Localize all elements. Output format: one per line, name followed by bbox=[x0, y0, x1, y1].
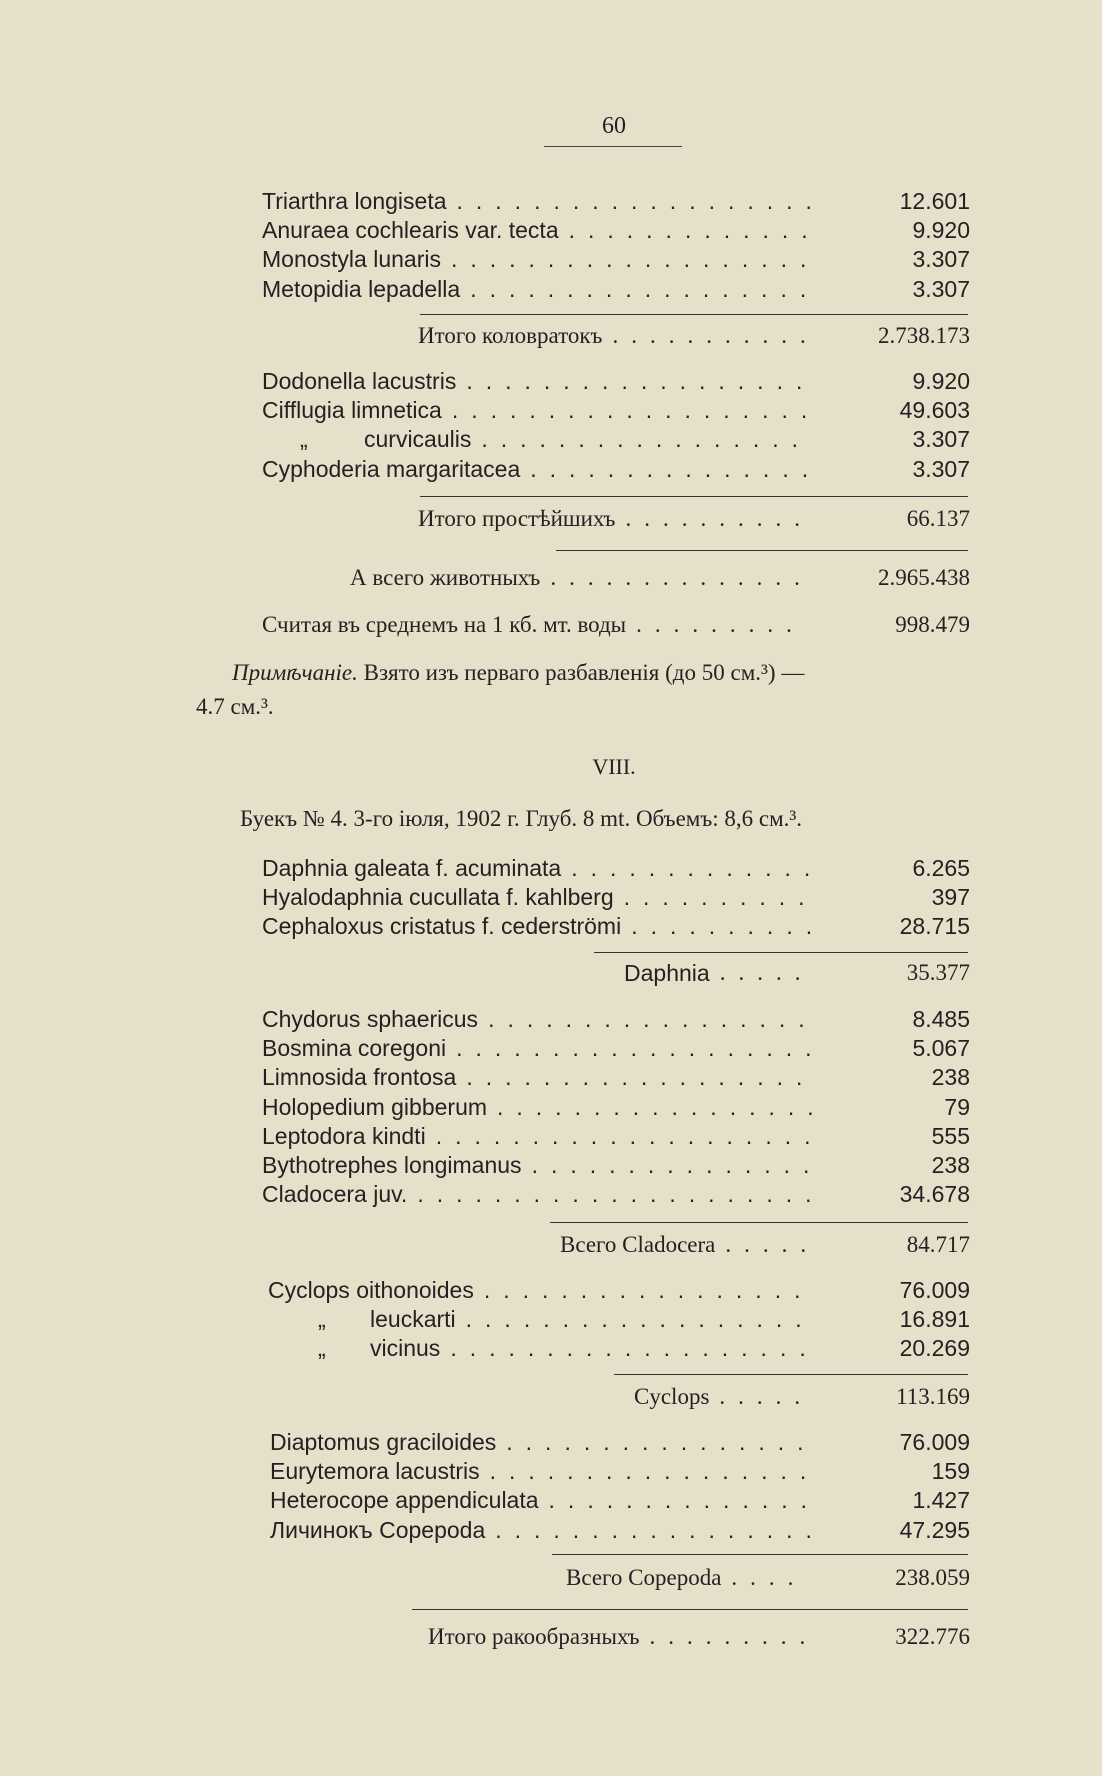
leader-dots: ................. bbox=[481, 426, 812, 453]
subtotal-value: 35.377 bbox=[906, 960, 970, 985]
note-prefix: Примѣчаніе. bbox=[232, 660, 358, 685]
leader-dots: .................. bbox=[465, 1306, 815, 1333]
daphnia-list bbox=[0, 855, 1102, 943]
leader-dots: ................... bbox=[451, 397, 821, 424]
leader-dots: ................... bbox=[456, 1035, 825, 1062]
ditto-mark: „ bbox=[318, 1306, 326, 1333]
species-name: Holopedium gibberum bbox=[262, 1093, 488, 1120]
count-value: 397 bbox=[931, 884, 970, 911]
leader-dots: ..................... bbox=[417, 1181, 825, 1208]
subtotal-label: Cyclops bbox=[634, 1384, 710, 1409]
count-value: 76.009 bbox=[899, 1277, 970, 1303]
species-name: Triarthra longiseta bbox=[262, 188, 447, 214]
species-name: Dodonella lacustris bbox=[262, 368, 457, 394]
subtotal-value: 84.717 bbox=[906, 1232, 970, 1257]
leader-dots: .......... bbox=[631, 913, 826, 940]
list-item bbox=[0, 1006, 1102, 1035]
count-value: 20.269 bbox=[899, 1335, 970, 1362]
leader-dots: ................. bbox=[488, 1006, 818, 1032]
list-item bbox=[0, 246, 1102, 275]
species-name: Hyalodaphnia cucullata f. kahlberg bbox=[262, 884, 614, 911]
leader-dots: .................. bbox=[466, 1064, 816, 1091]
species-name: Cifflugia limnetica bbox=[262, 397, 442, 424]
leader-dots: ................... bbox=[450, 1335, 819, 1362]
note-line bbox=[232, 660, 804, 686]
leader-dots: .................. bbox=[466, 368, 816, 394]
leader-dots: .................. bbox=[470, 275, 820, 302]
leader-dots: ............... bbox=[530, 455, 822, 482]
leader-dots: .............. bbox=[550, 565, 813, 590]
leader-dots: ................. bbox=[489, 1458, 820, 1485]
count-value: 238 bbox=[931, 1064, 970, 1091]
leader-dots: ..... bbox=[719, 1384, 814, 1409]
count-value: 8.485 bbox=[912, 1006, 970, 1032]
list-item bbox=[0, 1123, 1102, 1152]
count-value: 3.307 bbox=[912, 246, 970, 273]
leader-dots: ................. bbox=[495, 1516, 825, 1543]
ditto-mark: „ bbox=[300, 426, 308, 453]
leader-dots: ............... bbox=[531, 1151, 823, 1178]
average-label: Считая въ среднемъ на 1 кб. мт. воды bbox=[262, 612, 627, 637]
species-name: Cephaloxus cristatus f. cederströmi bbox=[262, 913, 622, 940]
list-item bbox=[0, 1517, 1102, 1546]
list-item bbox=[0, 368, 1102, 397]
leader-dots: .................... bbox=[435, 1122, 824, 1149]
crustacea-total-rule bbox=[412, 1609, 968, 1610]
protozoa-list bbox=[0, 368, 1102, 485]
leader-dots: ............. bbox=[568, 217, 821, 244]
species-name: Anuraea cochlearis var. tecta bbox=[262, 217, 559, 244]
species-name: curvicaulis bbox=[364, 426, 472, 453]
subtotal-value: 113.169 bbox=[896, 1384, 970, 1409]
list-item bbox=[0, 1277, 1102, 1306]
leader-dots: ......... bbox=[636, 612, 805, 637]
cladocera-list bbox=[0, 1006, 1102, 1210]
species-name: Heterocope appendiculata bbox=[270, 1487, 539, 1514]
crustacea-total-label: Итого ракообразныхъ bbox=[428, 1624, 640, 1649]
leader-dots: ................... bbox=[456, 188, 825, 214]
list-item bbox=[0, 1035, 1102, 1064]
count-value: 238 bbox=[931, 1151, 970, 1178]
crustacea-total-value: 322.776 bbox=[895, 1624, 970, 1649]
leader-dots: ..... bbox=[725, 1232, 820, 1257]
species-name: Metopidia lepadella bbox=[262, 275, 461, 302]
count-value: 3.307 bbox=[912, 426, 970, 453]
leader-dots: .......... bbox=[623, 884, 818, 911]
count-value: 79 bbox=[944, 1093, 970, 1120]
species-name: Bosmina coregoni bbox=[262, 1035, 447, 1062]
list-item bbox=[0, 1064, 1102, 1093]
subtotal-rule bbox=[420, 496, 968, 497]
list-item bbox=[0, 1094, 1102, 1123]
leader-dots: .............. bbox=[548, 1487, 821, 1514]
list-item bbox=[0, 217, 1102, 246]
page-number-rule bbox=[544, 146, 682, 147]
grand-total-value: 2.965.438 bbox=[878, 565, 970, 590]
leader-dots: .... bbox=[731, 1565, 807, 1590]
average-value: 998.479 bbox=[895, 612, 970, 637]
count-value: 12.601 bbox=[899, 188, 970, 214]
list-item bbox=[0, 188, 1102, 217]
count-value: 49.603 bbox=[899, 397, 970, 424]
leader-dots: ................. bbox=[483, 1277, 814, 1303]
subtotal-rule bbox=[550, 1222, 968, 1223]
species-name: Bythotrephes longimanus bbox=[262, 1151, 522, 1178]
rotifer-list bbox=[0, 188, 1102, 305]
note-continuation: 4.7 см.³. bbox=[196, 694, 274, 719]
ditto-mark: „ bbox=[318, 1335, 326, 1362]
grand-total-rule bbox=[556, 550, 968, 551]
subtotal-rule bbox=[594, 952, 968, 953]
list-item bbox=[0, 1487, 1102, 1516]
cyclops-list bbox=[0, 1277, 1102, 1365]
list-item bbox=[0, 1181, 1102, 1210]
leader-dots: ................. bbox=[497, 1093, 827, 1120]
species-name: Leptodora kindti bbox=[262, 1122, 426, 1149]
count-value: 3.307 bbox=[912, 455, 970, 482]
list-item bbox=[0, 397, 1102, 426]
copepoda-list bbox=[0, 1429, 1102, 1546]
station-header: Буекъ № 4. 3-го іюля, 1902 г. Глуб. 8 mt. Объемъ: 8,6 см.³. bbox=[240, 806, 803, 831]
count-value: 3.307 bbox=[912, 275, 970, 302]
species-name: Limnosida frontosa bbox=[262, 1064, 457, 1091]
count-value: 555 bbox=[931, 1122, 970, 1149]
species-name: Cyphoderia margaritacea bbox=[262, 455, 521, 482]
species-name: Личинокъ Copepoda bbox=[270, 1516, 486, 1543]
note-text: Взято изъ перваго разбавленія (до 50 см.³) — bbox=[363, 660, 805, 685]
subtotal-label: Всего Copepoda bbox=[566, 1565, 722, 1590]
list-item bbox=[0, 913, 1102, 942]
leader-dots: ........... bbox=[612, 323, 819, 348]
leader-dots: ..... bbox=[719, 960, 814, 985]
count-value: 16.891 bbox=[899, 1306, 970, 1333]
species-name: Chydorus sphaericus bbox=[262, 1006, 479, 1032]
page-number: 60 bbox=[602, 113, 626, 139]
subtotal-rule bbox=[614, 1374, 968, 1375]
subtotal-rule bbox=[420, 314, 968, 315]
count-value: 47.295 bbox=[899, 1516, 970, 1543]
list-item bbox=[0, 855, 1102, 884]
leader-dots: ................... bbox=[450, 246, 820, 273]
list-item bbox=[0, 276, 1102, 305]
species-name: leuckarti bbox=[370, 1306, 456, 1333]
leader-dots: ................ bbox=[506, 1429, 817, 1455]
list-item bbox=[0, 456, 1102, 485]
species-name: Monostyla lunaris bbox=[262, 246, 441, 273]
leader-dots: .......... bbox=[625, 506, 813, 531]
leader-dots: ............. bbox=[571, 855, 824, 881]
leader-dots: ......... bbox=[649, 1624, 819, 1649]
count-value: 5.067 bbox=[912, 1035, 970, 1062]
list-item bbox=[0, 1335, 1102, 1364]
subtotal-value: 238.059 bbox=[895, 1565, 970, 1590]
list-item bbox=[0, 1429, 1102, 1458]
list-item bbox=[0, 1152, 1102, 1181]
list-item bbox=[0, 426, 1102, 455]
species-name: Daphnia galeata f. acuminata bbox=[262, 855, 562, 881]
list-item bbox=[0, 1458, 1102, 1487]
count-value: 9.920 bbox=[912, 368, 970, 394]
count-value: 34.678 bbox=[899, 1181, 970, 1208]
list-item bbox=[0, 1306, 1102, 1335]
subtotal-label: Итого коловратокъ bbox=[418, 323, 603, 348]
grand-total-label: А всего животныхъ bbox=[350, 565, 541, 590]
subtotal-value: 66.137 bbox=[906, 506, 970, 531]
species-name: vicinus bbox=[370, 1335, 441, 1362]
count-value: 159 bbox=[931, 1458, 970, 1485]
section-numeral: VIII. bbox=[592, 754, 636, 779]
species-name: Diaptomus graciloides bbox=[270, 1429, 497, 1455]
count-value: 1.427 bbox=[912, 1487, 970, 1514]
subtotal-rule bbox=[552, 1554, 968, 1555]
subtotal-label: Всего Cladocera bbox=[560, 1232, 716, 1257]
count-value: 76.009 bbox=[899, 1429, 970, 1455]
species-name: Cyclops oithonoides bbox=[268, 1277, 474, 1303]
count-value: 6.265 bbox=[912, 855, 970, 881]
species-name: Cladocera juv. bbox=[262, 1181, 408, 1208]
list-item bbox=[0, 884, 1102, 913]
count-value: 9.920 bbox=[912, 217, 970, 244]
subtotal-label: Итого простѣйшихъ bbox=[418, 506, 616, 531]
count-value: 28.715 bbox=[899, 913, 970, 940]
subtotal-label: Daphnia bbox=[624, 960, 710, 986]
species-name: Eurytemora lacustris bbox=[270, 1458, 480, 1485]
subtotal-value: 2.738.173 bbox=[878, 323, 970, 348]
